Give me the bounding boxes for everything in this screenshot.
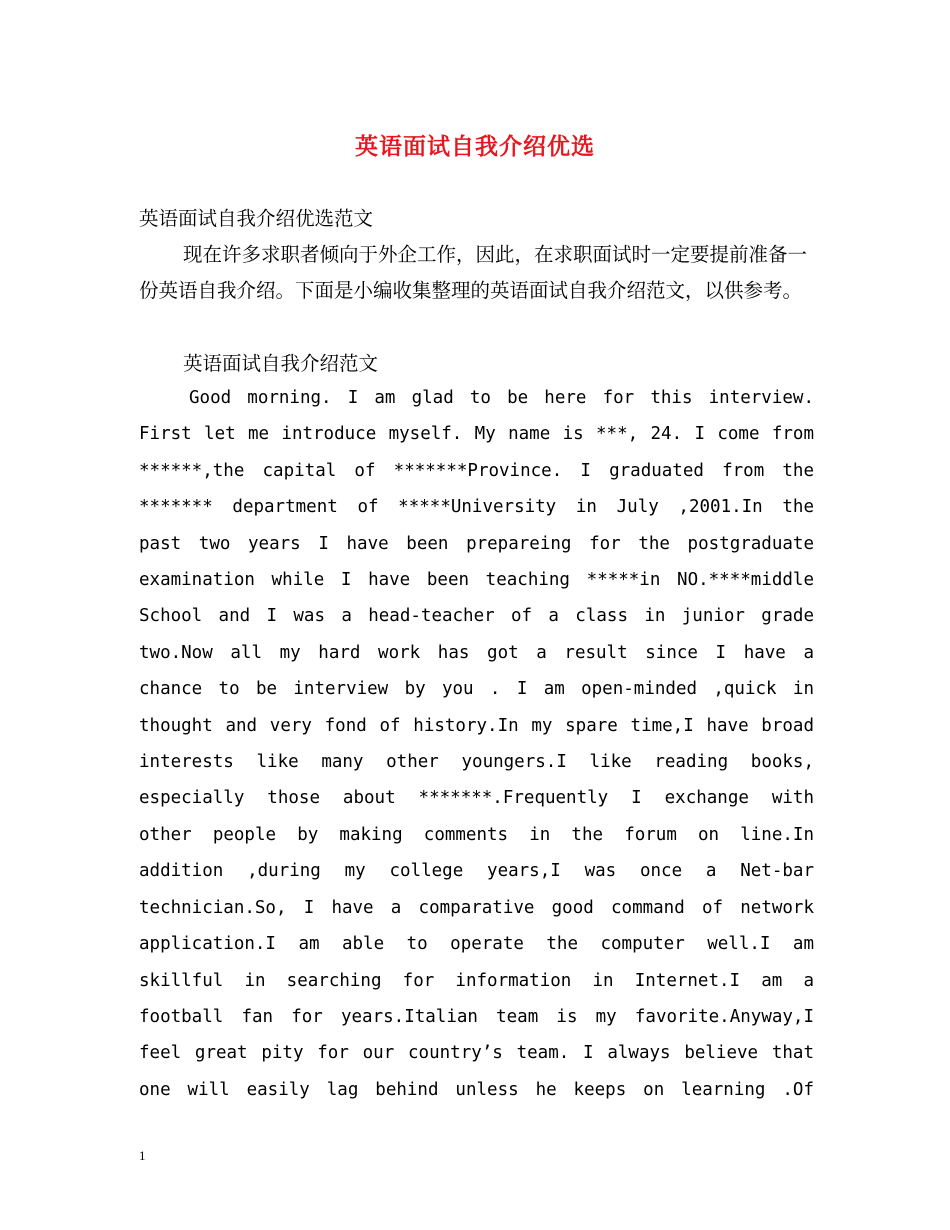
page-number: 1 <box>139 1148 146 1163</box>
document-subtitle: 英语面试自我介绍优选范文 <box>139 207 374 230</box>
text-line: especially those about *******.Frequently I exchange with <box>139 788 814 809</box>
text-line: feel great pity for our country’s team. I always believe that <box>139 1043 814 1064</box>
text-line: examination while I have been teaching *****in NO.****middle <box>139 570 814 591</box>
text-line: other people by making comments in the forum on line.In <box>139 824 814 845</box>
text-line: football fan for years.Italian team is my favorite.Anyway,I <box>139 1006 814 1027</box>
text-line: First let me introduce myself. My name is ***, 24. I come from <box>139 424 814 445</box>
text-line: ******* department of *****University in July ,2001.In the <box>139 497 814 518</box>
text-line: application.I am able to operate the computer well.I am <box>139 934 814 955</box>
text-line: one will easily lag behind unless he keeps on learning .Of <box>139 1079 814 1100</box>
text-line: skillful in searching for information in Internet.I am a <box>139 970 814 991</box>
english-paragraph <box>139 380 814 1108</box>
text-line: School and I was a head-teacher of a class in junior grade <box>139 606 814 627</box>
text-line: past two years I have been prepareing for the postgraduate <box>139 533 814 554</box>
text-line: interests like many other youngers.I like reading books, <box>139 752 814 773</box>
text-line: chance to be interview by you . I am open-minded ,quick in <box>139 679 814 700</box>
section-heading: 英语面试自我介绍范文 <box>183 352 379 375</box>
text-line: two.Now all my hard work has got a result since I have a <box>139 642 814 663</box>
text-line: technician.So, I have a comparative good command of network <box>139 897 814 918</box>
text-line: ******,the capital of *******Province. I graduated from the <box>139 460 814 481</box>
intro-paragraph: 现在许多求职者倾向于外企工作，因此，在求职面试时一定要提前准备一份英语自我介绍。下面是小编收集整理的英语面试自我介绍范文，以供参考。 <box>139 243 808 303</box>
text-line: Good morning. I am glad to be here for this interview. <box>189 388 814 408</box>
text-line: thought and very fond of history.In my spare time,I have broad <box>139 715 814 736</box>
text-line: addition ,during my college years,I was once a Net-bar <box>139 861 814 882</box>
document-title: 英语面试自我介绍优选 <box>355 133 595 160</box>
